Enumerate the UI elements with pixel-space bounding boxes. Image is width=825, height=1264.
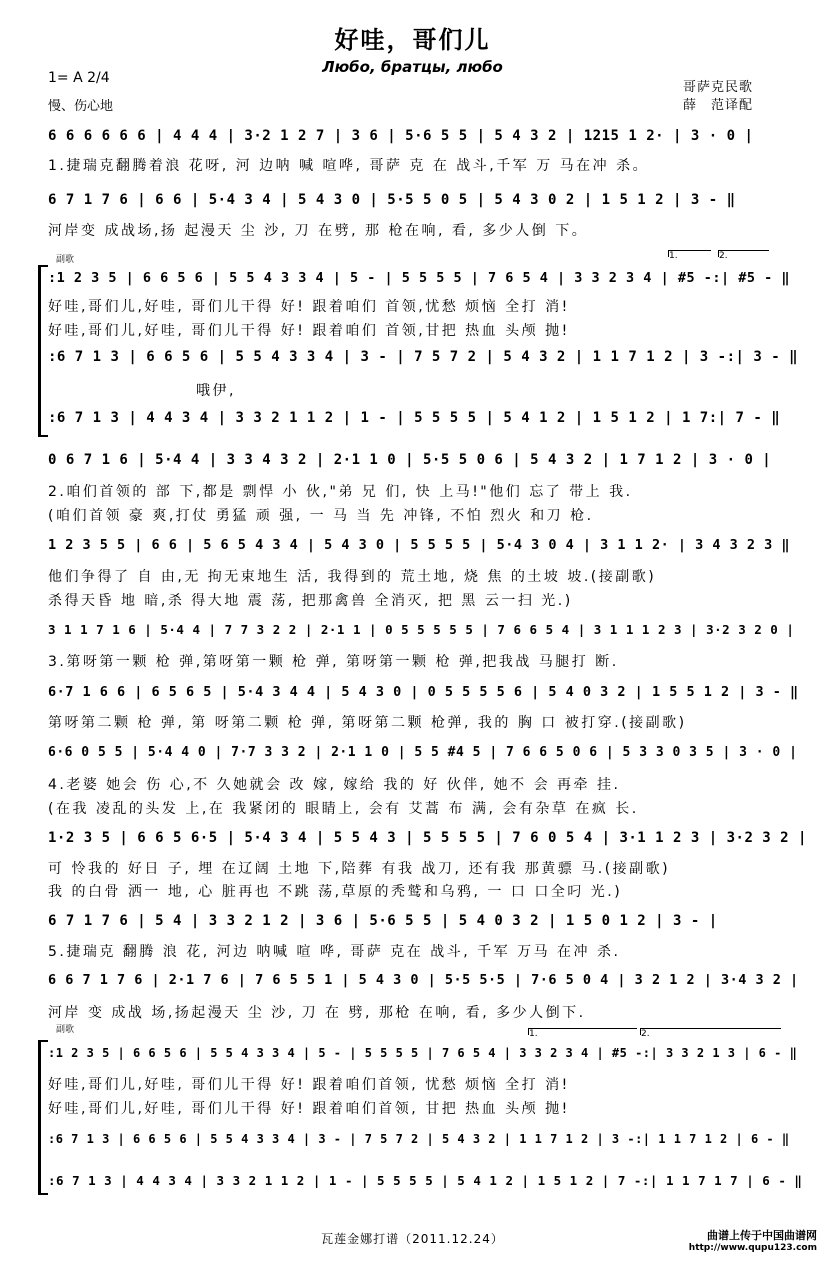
volta-label: 2. (719, 251, 728, 261)
notation-line: 6 6 7 1 7 6 | 2·1 7 6 | 7 6 5 5 1 | 5 4 3 0 | 5·5 5·5 | 7·6 5 0 4 | 3 2 1 2 | 3·4 3 2 | (48, 972, 799, 988)
volta-label: 1. (669, 251, 678, 261)
lyric-line: (咱们首领 豪 爽,打仗 勇猛 顽 强, 一 马 当 先 冲锋, 不怕 烈火 和刀 枪. (48, 508, 594, 524)
notation-line: 1 2 3 5 5 | 6 6 | 5 6 5 4 3 4 | 5 4 3 0 | 5 5 5 5 | 5·4 3 0 4 | 3 1 1 2· | 3 4 3 2 3 ‖ (48, 537, 790, 553)
notation-line: :6 7 1 3 | 4 4 3 4 | 3 3 2 1 1 2 | 1 - | 5 5 5 5 | 5 4 1 2 | 1 5 1 2 | 1 7:| 7 - ‖ (48, 410, 781, 426)
lyric-line: 好哇,哥们儿,好哇, 哥们儿干得 好! 跟着咱们首领, 忧愁 烦恼 全打 消! (48, 1077, 570, 1093)
page-title: 好哇，哥们儿 (334, 26, 491, 54)
lyric-line: 5.捷瑞克 翻腾 浪 花, 河边 呐喊 喧 哗, 哥萨 克在 战斗, 千军 万马 在冲 杀. (48, 944, 621, 960)
lyric-line: 河岸 变 成战 场,扬起漫天 尘 沙, 刀 在 劈, 那枪 在响, 看, 多少人倒下. (48, 1005, 586, 1021)
volta-bracket (528, 1028, 637, 1039)
tempo-marking: 慢、伤心地 (48, 99, 114, 114)
credit-translator: 薛 范译配 (683, 98, 754, 113)
lyric-line: 4.老婆 她会 伤 心,不 久她就会 改 嫁, 嫁给 我的 好 伙伴, 她不 会 再牵 挂. (48, 777, 621, 793)
lyric-line: 好哇,哥们儿,好哇, 哥们儿干得 好! 跟着咱们 首领,忧愁 烦恼 全打 消! (48, 299, 570, 315)
lyric-line: (在我 凌乱的头发 上,在 我紧闭的 眼睛上, 会有 艾蒿 布 满, 会有杂草 在疯 长. (48, 801, 639, 817)
chorus-brace (38, 265, 41, 437)
volta-bracket (668, 250, 711, 261)
lyric-line: 3.第呀第一颗 枪 弹,第呀第一颗 枪 弹, 第呀第一颗 枪 弹,把我战 马腿打 断. (48, 654, 619, 670)
volta-bracket (718, 250, 769, 261)
notation-line: 0 6 7 1 6 | 5·4 4 | 3 3 4 3 2 | 2·1 1 0 | 5·5 5 0 6 | 5 4 3 2 | 1 7 1 2 | 3 · 0 | (48, 452, 772, 468)
notation-line: 6 6 6 6 6 6 | 4 4 4 | 3·2 1 2 7 | 3 6 | 5·6 5 5 | 5 4 3 2 | 1215 1 2· | 3 · 0 | (48, 128, 754, 144)
notation-line: :6 7 1 3 | 6 6 5 6 | 5 5 4 3 3 4 | 3 - | 7 5 7 2 | 5 4 3 2 | 1 1 7 1 2 | 3 -:| 1 1 7 1 2 | 6 - ‖ (48, 1132, 790, 1146)
credit-origin: 哥萨克民歌 (683, 80, 754, 95)
watermark-url: http://www.qupu123.com (688, 1243, 817, 1253)
lyric-line: 1.捷瑞克翻腾着浪 花呀, 河 边呐 喊 喧哗, 哥萨 克 在 战斗,千军 万 马在冲 杀。 (48, 158, 650, 174)
site-watermark (689, 1230, 817, 1254)
lyric-line: 河岸变 成战场,扬 起漫天 尘 沙, 刀 在劈, 那 枪在响, 看, 多少人倒 下。 (48, 223, 589, 239)
notation-line: :6 7 1 3 | 6 6 5 6 | 5 5 4 3 3 4 | 3 - | 7 5 7 2 | 5 4 3 2 | 1 1 7 1 2 | 3 -:| 3 - ‖ (48, 349, 799, 365)
notation-line: :1 2 3 5 | 6 6 5 6 | 5 5 4 3 3 4 | 5 - | 5 5 5 5 | 7 6 5 4 | 3 3 2 3 4 | #5 -:| 3 3 2 1 3 | 6 - ‖ (48, 1046, 798, 1060)
volta-label: 1. (529, 1029, 538, 1039)
lyric-line: 好哇,哥们儿,好哇, 哥们儿干得 好! 跟着咱们首领, 甘把 热血 头颅 抛! (48, 1101, 570, 1117)
notation-line: 6·6 0 5 5 | 5·4 4 0 | 7·7 3 3 2 | 2·1 1 0 | 5 5 #4 5 | 7 6 6 5 0 6 | 5 3 3 0 3 5 | 3 · 0 | (48, 745, 798, 760)
lyric-line: 他们争得了 自 由,无 拘无束地生 活, 我得到的 荒土地, 烧 焦 的土坡 坡.(接副歌) (48, 569, 657, 585)
notation-line: 1·2 3 5 | 6 6 5 6·5 | 5·4 3 4 | 5 5 4 3 | 5 5 5 5 | 7 6 0 5 4 | 3·1 1 2 3 | 3·2 3 2 | (48, 830, 807, 846)
lyric-line: 我 的白骨 洒一 地, 心 脏再也 不跳 荡,草原的秃鹫和乌鸦, 一 口 口全叼 光.) (48, 884, 623, 900)
lyric-line: 可 怜我的 好日 子, 埋 在辽阔 土地 下,陪葬 有我 战刀, 还有我 那黄骠 马.(接副歌) (48, 861, 671, 877)
page-subtitle: Любо, братцы, любо (322, 58, 503, 76)
lyric-line: 2.咱们首领的 部 下,都是 剽悍 小 伙,"弟 兄 们, 快 上马!"他们 忘了 带上 我. (48, 484, 633, 500)
chorus-brace (38, 1040, 41, 1195)
lyric-line: 好哇,哥们儿,好哇, 哥们儿干得 好! 跟着咱们 首领,甘把 热血 头颅 抛! (48, 323, 570, 339)
lyric-line: 哦伊, (196, 383, 236, 399)
section-label: 副歌 (56, 255, 75, 265)
notation-line: 6 7 1 7 6 | 6 6 | 5·4 3 4 | 5 4 3 0 | 5·5 5 0 5 | 5 4 3 0 2 | 1 5 1 2 | 3 - ‖ (48, 192, 736, 208)
notation-line: :1 2 3 5 | 6 6 5 6 | 5 5 4 3 3 4 | 5 - | 5 5 5 5 | 7 6 5 4 | 3 3 2 3 4 | #5 -:| #5 - ‖ (48, 270, 790, 286)
lyric-line: 杀得天昏 地 暗,杀 得大地 震 荡, 把那禽兽 全消灭, 把 黑 云一扫 光.) (48, 593, 573, 609)
notation-line: 6·7 1 6 6 | 6 5 6 5 | 5·4 3 4 4 | 5 4 3 0 | 0 5 5 5 5 6 | 5 4 0 3 2 | 1 5 5 1 2 | 3 - ‖ (48, 684, 799, 700)
notation-line: 3 1 1 7 1 6 | 5·4 4 | 7 7 3 2 2 | 2·1 1 | 0 5 5 5 5 5 | 7 6 6 5 4 | 3 1 1 1 2 3 | 3·2 3 2 0 | (48, 622, 795, 637)
lyric-line: 第呀第二颗 枪 弹, 第 呀第二颗 枪 弹, 第呀第二颗 枪弹, 我的 胸 口 被打穿.(接副歌) (48, 715, 687, 731)
key-signature: 1= A 2/4 (48, 70, 110, 86)
footer-credit: 瓦莲金娜打谱（2011.12.24） (321, 1232, 504, 1246)
volta-bracket (640, 1028, 781, 1039)
section-label: 副歌 (56, 1025, 75, 1035)
notation-line: 6 7 1 7 6 | 5 4 | 3 3 2 1 2 | 3 6 | 5·6 5 5 | 5 4 0 3 2 | 1 5 0 1 2 | 3 - | (48, 913, 718, 929)
volta-label: 2. (641, 1029, 650, 1039)
watermark-line: 曲谱上传于中国曲谱网 (707, 1229, 817, 1242)
notation-line: :6 7 1 3 | 4 4 3 4 | 3 3 2 1 1 2 | 1 - | 5 5 5 5 | 5 4 1 2 | 1 5 1 2 | 7 -:| 1 1 7 1 7 | 6 - ‖ (48, 1173, 803, 1188)
